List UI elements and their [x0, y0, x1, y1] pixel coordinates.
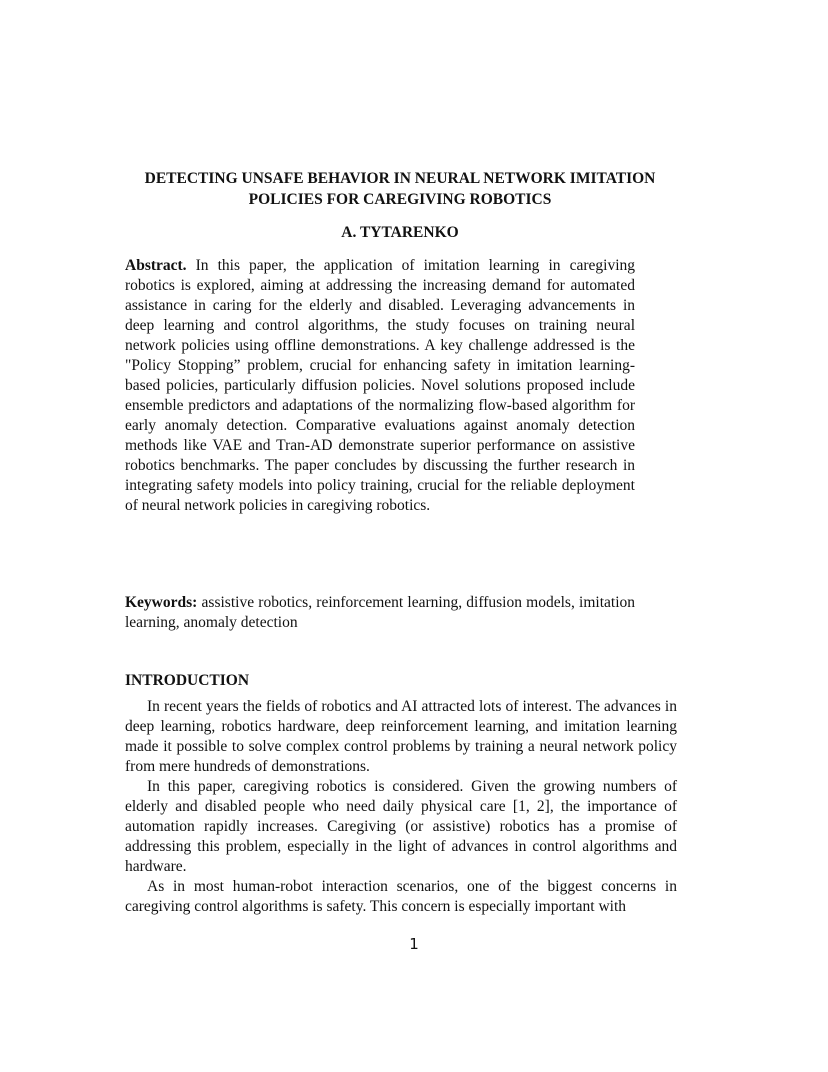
keywords-label: Keywords:	[125, 594, 198, 611]
paragraph: As in most human-robot interaction scenarios, one of the biggest concerns in caregiving control algorithms is safety. This concern is especially important with	[125, 878, 677, 915]
title-line-2: POLICIES FOR CAREGIVING ROBOTICS	[248, 191, 552, 208]
title-line-1: DETECTING UNSAFE BEHAVIOR IN NEURAL NETWORK IMITATION	[144, 170, 656, 187]
introduction-body	[125, 697, 677, 917]
section-heading-introduction: INTRODUCTION	[125, 672, 250, 689]
abstract-label: Abstract.	[125, 257, 187, 274]
abstract	[125, 256, 635, 516]
paragraph: In recent years the fields of robotics and AI attracted lots of interest. The advances in deep learning, robotics hardware, deep reinforcement learning, and imitation learning made it possible to solve complex control problems by training a neural network policy from mere hundreds of demonstrations.	[125, 698, 677, 775]
keywords	[125, 593, 635, 633]
abstract-text: In this paper, the application of imitation learning in caregiving robotics is explored, aiming at addressing the increasing demand for automated assistance in caring for the elderly and disabled. Leveraging advancements in deep learning and control algorithms, the study focuses on training neural network policies using offline demonstrations. A key challenge addressed is the "Policy Stopping” problem, crucial for enhancing safety in imitation learning-based policies, particularly diffusion policies. Novel solutions proposed include ensemble predictors and adaptations of the normalizing flow-based algorithm for early anomaly detection. Comparative evaluations against anomaly detection methods like VAE and Tran-AD demonstrate superior performance on assistive robotics benchmarks. The paper concludes by discussing the further research in integrating safety models into policy training, crucial for the reliable deployment of neural network policies in caregiving robotics.	[125, 257, 636, 514]
author-name: A. TYTARENKO	[341, 224, 459, 241]
paragraph: In this paper, caregiving robotics is considered. Given the growing numbers of elderly and disabled people who need daily physical care [1, 2], the importance of automation rapidly increases. Caregiving (or assistive) robotics has a promise of addressing this problem, especially in the light of advances in control algorithms and hardware.	[125, 778, 677, 875]
paper-title	[100, 168, 700, 210]
keywords-text: assistive robotics, reinforcement learning, diffusion models, imitation learning, anomaly detection	[125, 594, 636, 631]
page-number: 1	[409, 935, 419, 953]
